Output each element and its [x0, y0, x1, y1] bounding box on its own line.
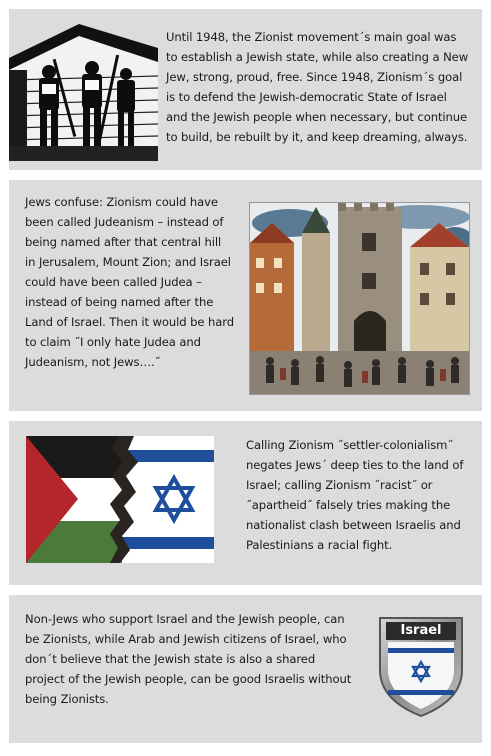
panel-4-text: Non-Jews who support Israel and the Jewish people, can be Zionists, while Arab and Jewish citizens of Israel, who don´t believe that the Jewish state is also a shared project of the Jewish people, can be good Israelis without being Zionists.: [25, 612, 352, 706]
panel-2-text: Jews confuse: Zionism could have been called Judeanism – instead of being named after that central hill in Jerusalem, Mount Zion; and Israel could have been called Judea – instead of being named after the Land of Israel. Then it would be hard to claim ˝I only hate Judea and Judeanism, not Jews….˝: [25, 195, 234, 369]
panel-3-text: Calling Zionism ˝settler-colonialism˝ negates Jews´ deep ties to the land of Israel; calling Zionism ˝racist˝ or ˝apartheid˝ falsely tries making the nationalist clash between Israelis and Palestinians a racial fight.: [246, 438, 464, 552]
info-panel-4: [9, 595, 482, 743]
pioneers-photo-illustration: [9, 18, 158, 161]
panel-1-text: Until 1948, the Zionist movement´s main goal was to establish a Jewish state, while also creating a New Jew, strong, proud, free. Since 1948, Zionism´s goal is to defend the Jewish-democratic State of Israel and the Jewish people when necessary, but continue to build, be rebuilt by it, and keep dreaming, always.: [166, 30, 469, 144]
info-panel-2: [9, 180, 482, 411]
israel-shield-badge: [376, 614, 466, 718]
info-panel-3: [9, 421, 482, 585]
old-city-gate-painting: [249, 202, 470, 395]
torn-flags-illustration: [26, 436, 214, 563]
badge-label: Israel: [400, 623, 442, 638]
info-panel-1: [9, 9, 482, 170]
